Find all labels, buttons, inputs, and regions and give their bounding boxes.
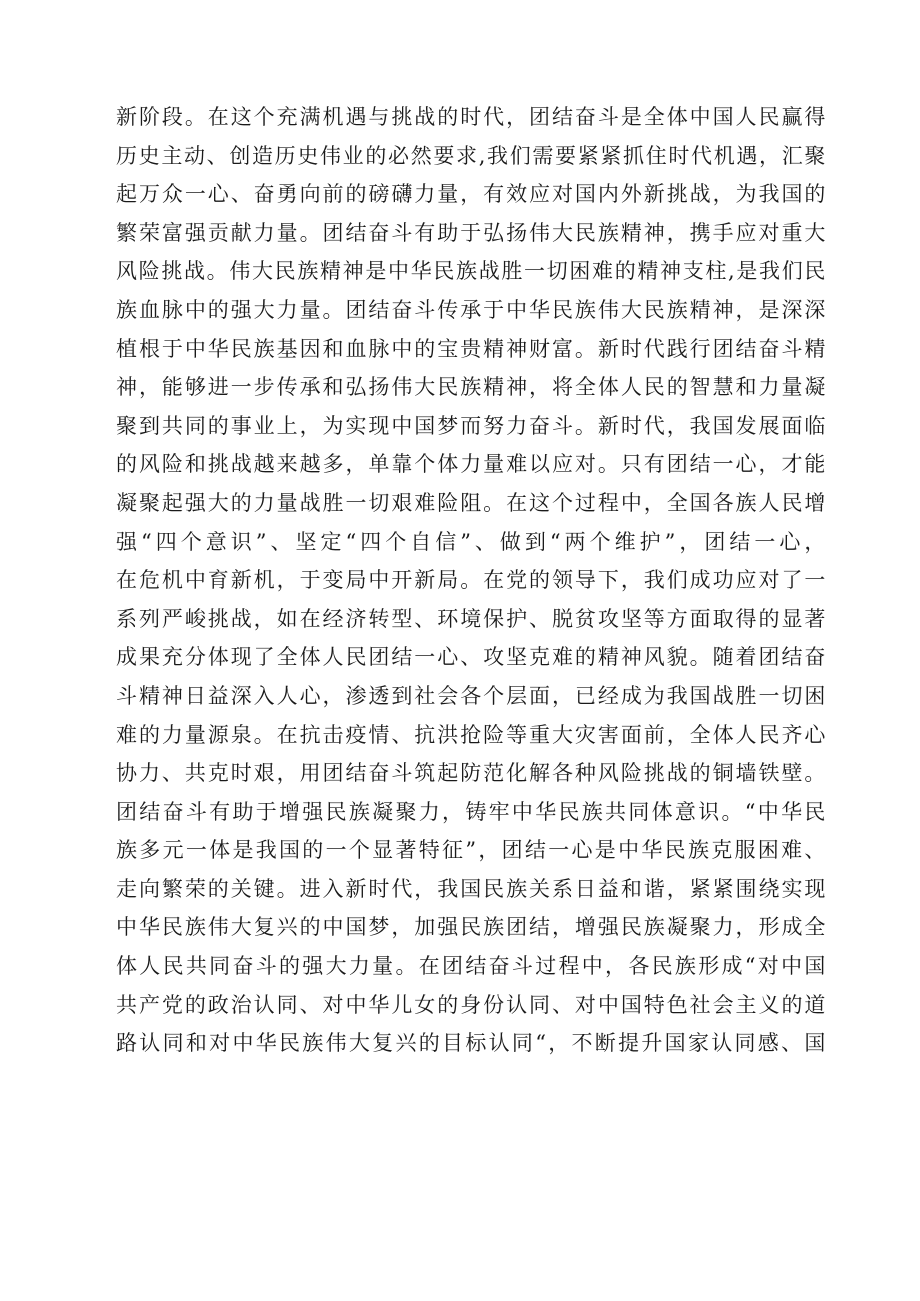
text-line: 难的力量源泉。在抗击疫情、抗洪抢险等重大灾害面前，全体人民齐心 — [116, 722, 826, 747]
text-line: 繁荣富强贡献力量。团结奋斗有助于弘扬伟大民族精神，携手应对重大 — [116, 220, 826, 245]
text-line: 风险挑战。伟大民族精神是中华民族战胜一切困难的精神支柱,是我们民 — [116, 259, 826, 284]
text-line: 团结奋斗有助于增强民族凝聚力，铸牢中华民族共同体意识。“中华民 — [116, 799, 826, 824]
text-line: 植根于中华民族基因和血脉中的宝贵精神财富。新时代践行团结奋斗精 — [116, 336, 826, 361]
text-line: 凝聚起强大的力量战胜一切艰难险阻。在这个过程中，全国各族人民增 — [116, 490, 826, 515]
text-line: 成果充分体现了全体人民团结一心、攻坚克难的精神风貌。随着团结奋 — [116, 645, 826, 670]
text-line: 历史主动、创造历史伟业的必然要求,我们需要紧紧抓住时代机遇，汇聚 — [116, 143, 826, 168]
text-line: 共产党的政治认同、对中华儿女的身份认同、对中国特色社会主义的道 — [116, 992, 826, 1017]
text-line: 走向繁荣的关键。进入新时代，我国民族关系日益和谐，紧紧围绕实现 — [116, 876, 826, 901]
text-line: 神，能够进一步传承和弘扬伟大民族精神，将全体人民的智慧和力量凝 — [116, 375, 826, 400]
text-line: 族多元一体是我国的一个显著特征”，团结一心是中华民族克服困难、 — [116, 838, 826, 863]
text-line: 路认同和对中华民族伟大复兴的目标认同“，不断提升国家认同感、国 — [116, 1031, 826, 1056]
text-line: 新阶段。在这个充满机遇与挑战的时代，团结奋斗是全体中国人民赢得 — [116, 105, 826, 129]
text-line: 起万众一心、奋勇向前的磅礴力量，有效应对国内外新挑战，为我国的 — [116, 182, 826, 207]
body-paragraph — [116, 98, 826, 1063]
text-line: 聚到共同的事业上，为实现中国梦而努力奋斗。新时代，我国发展面临 — [116, 413, 826, 438]
text-line: 体人民共同奋斗的强大力量。在团结奋斗过程中，各民族形成“对中国 — [116, 954, 826, 979]
text-line: 协力、共克时艰，用团结奋斗筑起防范化解各种风险挑战的铜墙铁壁。 — [116, 761, 826, 786]
text-line: 中华民族伟大复兴的中国梦，加强民族团结，增强民族凝聚力，形成全 — [116, 915, 826, 940]
text-line: 在危机中育新机，于变局中开新局。在党的领导下，我们成功应对了一 — [116, 568, 826, 593]
text-line: 强“四个意识”、坚定“四个自信”、做到“两个维护”，团结一心， — [116, 529, 826, 554]
text-line: 族血脉中的强大力量。团结奋斗传承于中华民族伟大民族精神，是深深 — [116, 297, 826, 322]
text-line: 斗精神日益深入人心，渗透到社会各个层面，已经成为我国战胜一切困 — [116, 683, 826, 708]
text-line: 的风险和挑战越来越多，单靠个体力量难以应对。只有团结一心，才能 — [116, 452, 826, 477]
text-line: 系列严峻挑战，如在经济转型、环境保护、脱贫攻坚等方面取得的显著 — [116, 606, 826, 631]
